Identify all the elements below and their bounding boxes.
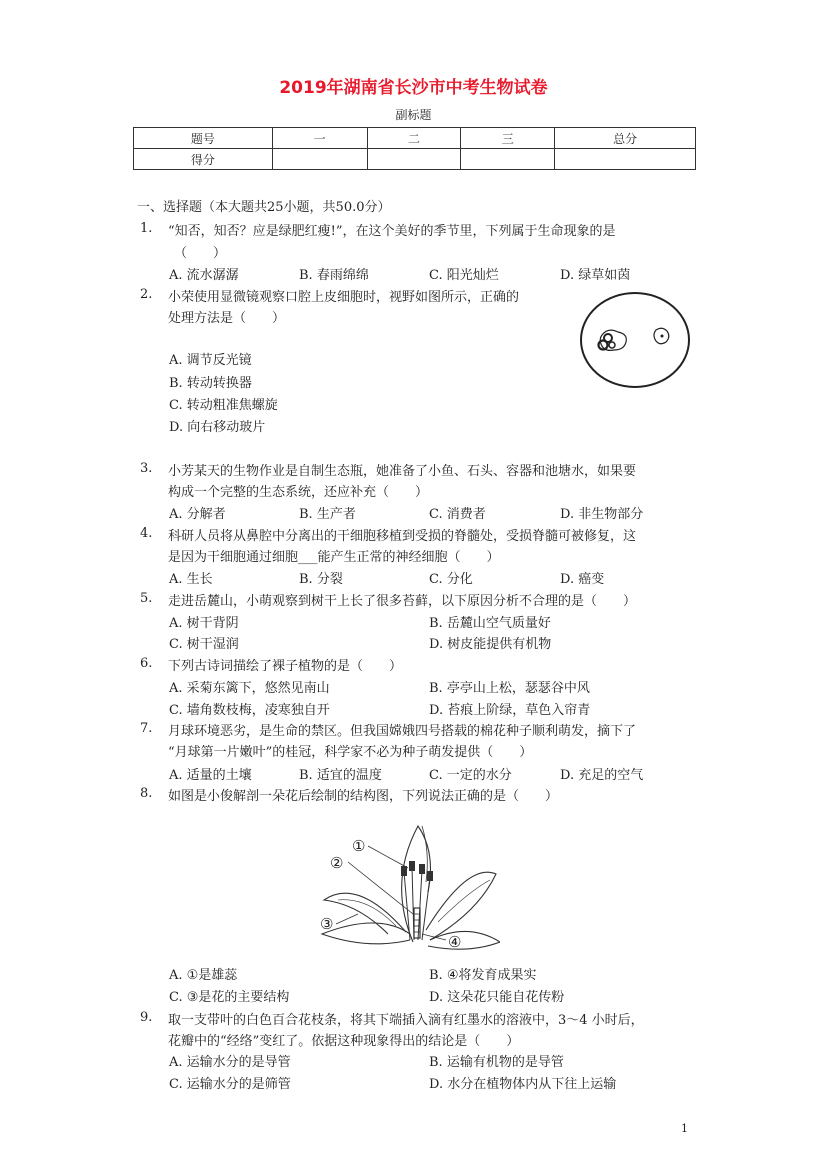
option: A. 运输水分的是导管 — [169, 1055, 291, 1070]
option: D. 癌变 — [560, 572, 605, 587]
question-number: 7. — [140, 721, 153, 736]
option: B. 适宜的温度 — [299, 768, 382, 783]
option: B. 春雨绵绵 — [299, 268, 369, 283]
question-number: 6. — [140, 656, 153, 671]
option: C. 转动粗准焦螺旋 — [169, 398, 278, 413]
option: B. 运输有机物的是导管 — [429, 1055, 564, 1070]
table-cell — [272, 149, 367, 170]
question-number: 1. — [140, 221, 153, 236]
question-text: 小荣使用显微镜观察口腔上皮细胞时，视野如图所示，正确的 — [168, 290, 520, 305]
table-cell: 一 — [272, 128, 367, 149]
option: B. 生产者 — [299, 507, 356, 522]
option: C. ③是花的主要结构 — [169, 990, 290, 1005]
option: B. 岳麓山空气质量好 — [429, 616, 551, 631]
option: B. 分裂 — [299, 572, 343, 587]
option: C. 墙角数枝梅，凌寒独自开 — [169, 703, 330, 718]
question-text: 是因为干细胞通过细胞___能产生正常的神经细胞（ ） — [168, 550, 500, 565]
option: A. 采菊东篱下，悠然见南山 — [169, 681, 330, 696]
figure-label: ④ — [448, 933, 462, 951]
table-row — [134, 128, 696, 149]
question-text: 走进岳麓山，小萌观察到树干上长了很多苔藓，以下原因分析不合理的是（ ） — [168, 594, 637, 609]
option: C. 一定的水分 — [429, 768, 512, 783]
option: B. 转动转换器 — [169, 376, 252, 391]
table-cell: 题号 — [134, 128, 273, 149]
table-row — [134, 149, 696, 170]
table-cell: 二 — [367, 128, 461, 149]
option: D. 非生物部分 — [560, 507, 644, 522]
question-text: 科研人员将从鼻腔中分离出的干细胞移植到受损的脊髓处，受损脊髓可被修复，这 — [168, 529, 637, 544]
question-text: 花瓣中的“经络”变红了。依据这种现象得出的结论是（ ） — [168, 1034, 520, 1049]
question-number: 4. — [140, 526, 153, 541]
option: D. 充足的空气 — [560, 768, 644, 783]
option: A. 调节反光镜 — [169, 353, 252, 368]
option: C. 阳光灿烂 — [429, 268, 499, 283]
option: B. 亭亭山上松，瑟瑟谷中风 — [429, 681, 590, 696]
page-title: 2019年湖南省长沙市中考生物试卷 — [279, 78, 548, 98]
question-text: （ ） — [174, 246, 227, 261]
question-number: 8. — [140, 786, 153, 801]
option: C. 分化 — [429, 572, 473, 587]
option: A. 适量的土壤 — [169, 768, 252, 783]
question-text: 如图是小俊解剖一朵花后绘制的结构图，下列说法正确的是（ ） — [168, 789, 559, 804]
option: D. 苔痕上阶绿，草色入帘青 — [429, 703, 591, 718]
option: A. 分解者 — [169, 507, 226, 522]
question-number: 9. — [140, 1010, 153, 1025]
option: D. 向右移动玻片 — [169, 420, 266, 435]
question-text: 下列古诗词描绘了裸子植物的是（ ） — [168, 659, 403, 674]
score-table — [133, 127, 696, 170]
option: D. 绿草如茵 — [560, 268, 631, 283]
option: A. 流水潺潺 — [169, 268, 239, 283]
section-heading: 一、选择题（本大题共25小题，共50.0分） — [137, 200, 391, 215]
question-text: 小芳某天的生物作业是自制生态瓶，她准备了小鱼、石头、容器和池塘水，如果要 — [168, 464, 637, 479]
question-text: “月球第一片嫩叶”的桂冠，科学家不必为种子萌发提供（ ） — [168, 745, 533, 760]
option: C. 树干湿润 — [169, 637, 239, 652]
figure-label: ① — [352, 837, 366, 855]
option: D. 这朵花只能自花传粉 — [429, 990, 565, 1005]
question-number: 2. — [140, 287, 153, 302]
option: A. 生长 — [169, 572, 213, 587]
option: D. 树皮能提供有机物 — [429, 637, 552, 652]
table-cell — [461, 149, 555, 170]
option: B. ④将发育成果实 — [429, 968, 537, 983]
page-subtitle: 副标题 — [395, 108, 432, 122]
page-number: 1 — [681, 1122, 688, 1135]
question-text: 处理方法是（ ） — [168, 311, 286, 326]
option: C. 运输水分的是筛管 — [169, 1077, 291, 1092]
option: A. ①是雄蕊 — [169, 968, 238, 983]
table-cell: 总分 — [555, 128, 696, 149]
table-cell — [367, 149, 461, 170]
question-number: 5. — [140, 591, 153, 606]
table-cell: 得分 — [134, 149, 273, 170]
option: C. 消费者 — [429, 507, 486, 522]
figure-label: ③ — [320, 915, 334, 933]
question-text: 月球环境恶劣，是生命的禁区。但我国嫦娥四号搭载的棉花种子顺利萌发，摘下了 — [168, 724, 637, 739]
question-number: 3. — [140, 461, 153, 476]
option: A. 树干背阴 — [169, 616, 239, 631]
question-text: “知否，知否？应是绿肥红瘦!”，在这个美好的季节里，下列属于生命现象的是 — [168, 224, 616, 239]
option: D. 水分在植物体内从下往上运输 — [429, 1077, 617, 1092]
table-cell: 三 — [461, 128, 555, 149]
question-text: 取一支带叶的白色百合花枝条，将其下端插入滴有红墨水的溶液中，3～4 小时后， — [168, 1013, 644, 1028]
table-cell — [555, 149, 696, 170]
question-text: 构成一个完整的生态系统，还应补充（ ） — [168, 485, 429, 500]
figure-label: ② — [330, 854, 344, 872]
microscope-field-figure — [578, 290, 692, 390]
flower-structure-figure — [318, 822, 500, 958]
